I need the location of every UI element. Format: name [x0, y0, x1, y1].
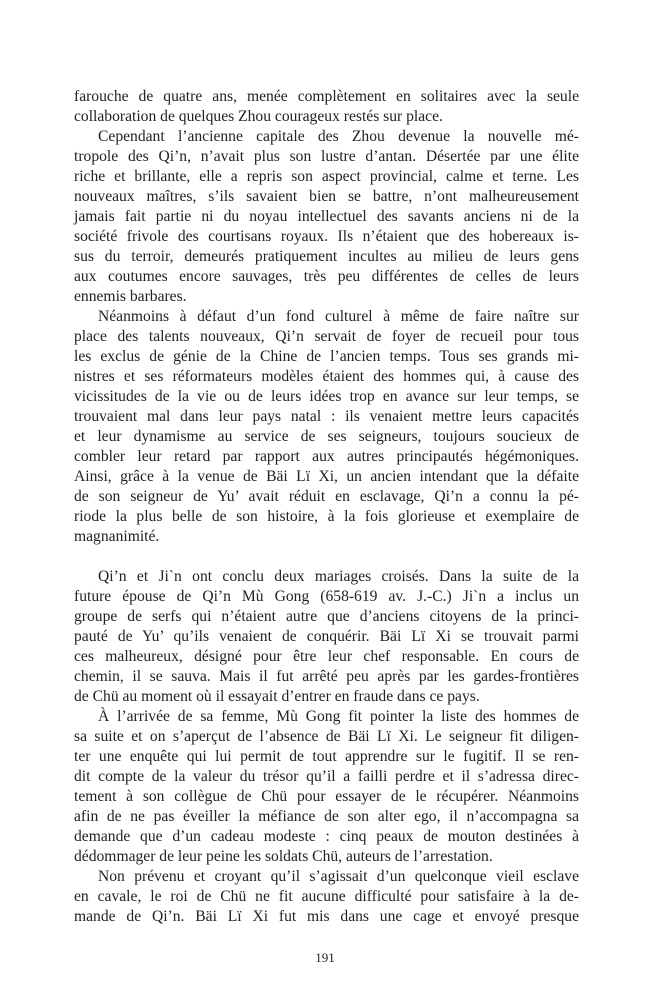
- text-line: les exclus de génie de la Chine de l’ancien temps. Tous ses grands mi-: [74, 348, 579, 365]
- page-body: [74, 87, 579, 927]
- text-line: magnanimité.: [74, 528, 160, 545]
- text-line: tement à son collègue de Chü pour essayer de le récupérer. Néanmoins: [74, 788, 579, 805]
- text-line: riode la plus belle de son histoire, à la fois glorieuse et exemplaire de: [74, 508, 579, 525]
- text-line: sa suite et on s’aperçut de l’absence de Bäi Lï Xi. Le seigneur fit diligen-: [74, 728, 579, 745]
- text-line: de Chü au moment où il essayait d’entrer en fraude dans ce pays.: [74, 688, 480, 705]
- text-line: pauté de Yu’ qu’ils venaient de conquérir. Bäi Lï Xi se trouvait parmi: [74, 628, 579, 645]
- text-line: place des talents nouveaux, Qi’n servait de foyer de recueil pour tous: [74, 328, 579, 345]
- text-line: société frivole des courtisans royaux. Ils n’étaient que des hobereaux is-: [74, 228, 579, 245]
- paragraph: [74, 127, 579, 307]
- text-line: tropole des Qi’n, n’avait plus son lustre d’antan. Désertée par une élite: [74, 148, 579, 165]
- text-line: afin de ne pas éveiller la méfiance de son alter ego, il n’accompagna sa: [74, 808, 579, 825]
- paragraph: [74, 567, 579, 707]
- text-line: riche et brillante, elle a repris son aspect provincial, calme et terne. Les: [74, 168, 579, 185]
- text-line: trouvaient mal dans leur pays natal : ils venaient mettre leurs capacités: [74, 408, 579, 425]
- text-line: ennemis barbares.: [74, 288, 187, 305]
- text-line: future épouse de Qi’n Mù Gong (658-619 av. J.-C.) Ji`n a inclus un: [74, 588, 579, 605]
- text-line: demande que d’un cadeau modeste : cinq peaux de mouton destinées à: [74, 828, 579, 845]
- paragraph: [74, 87, 579, 127]
- paragraph: [74, 307, 579, 547]
- text-line: ces malheureux, désigné pour être leur chef responsable. En cours de: [74, 648, 579, 665]
- text-line: groupe de serfs qui n’étaient autre que d’anciens citoyens de la princi-: [74, 608, 579, 625]
- paragraph: [74, 707, 579, 867]
- text-line: combler leur retard par rapport aux autres principautés hégémoniques.: [74, 448, 579, 465]
- text-line: et leur dynamisme au service de ses seigneurs, toujours soucieux de: [74, 428, 579, 445]
- text-line: nouveaux maîtres, s’ils savaient bien se battre, n’ont malheureusement: [74, 188, 579, 205]
- text-line: chemin, il se sauva. Mais il fut arrêté peu après par les gardes-frontières: [74, 668, 579, 685]
- text-line: Néanmoins à défaut d’un fond culturel à même de faire naître sur: [98, 308, 579, 325]
- text-line: de son seigneur de Yu’ avait réduit en esclavage, Qi’n a connu la pé-: [74, 488, 579, 505]
- text-line: Non prévenu et croyant qu’il s’agissait d’un quelconque vieil esclave: [98, 868, 579, 885]
- text-line: sus du terroir, demeurés pratiquement incultes au milieu de leurs gens: [74, 248, 579, 265]
- text-line: aux coutumes encore sauvages, très peu différentes de celles de leurs: [74, 268, 579, 285]
- text-line: collaboration de quelques Zhou courageux restés sur place.: [74, 108, 443, 125]
- text-line: farouche de quatre ans, menée complètement en solitaires avec la seule: [74, 88, 579, 105]
- text-line: ter une enquête qui lui permit de tout apprendre sur le fugitif. Il se ren-: [74, 748, 579, 765]
- paragraph-spacer: [74, 547, 579, 567]
- text-line: À l’arrivée de sa femme, Mù Gong fit pointer la liste des hommes de: [98, 708, 579, 725]
- text-line: Qi’n et Ji`n ont conclu deux mariages croisés. Dans la suite de la: [98, 568, 579, 585]
- text-line: en cavale, le roi de Chü ne fit aucune difficulté pour satisfaire à la de-: [74, 888, 579, 905]
- text-line: dédommager de leur peine les soldats Chü, auteurs de l’arrestation.: [74, 848, 493, 865]
- page-number: 191: [315, 950, 335, 965]
- text-line: jamais fait partie ni du noyau intellectuel des savants anciens ni de la: [74, 208, 579, 225]
- text-line: mande de Qi’n. Bäi Lï Xi fut mis dans une cage et envoyé presque: [74, 908, 579, 925]
- text-line: Cependant l’ancienne capitale des Zhou devenue la nouvelle mé-: [98, 128, 579, 145]
- text-line: nistres et ses réformateurs modèles étaient des hommes qui, à cause des: [74, 368, 579, 385]
- paragraph: [74, 867, 579, 927]
- text-line: Ainsi, grâce à la venue de Bäi Lï Xi, un ancien intendant que la défaite: [74, 468, 579, 485]
- text-line: dit compte de la valeur du trésor qu’il a failli perdre et il s’adressa direc-: [74, 768, 579, 785]
- text-line: vicissitudes de la vie ou de leurs idées trop en avance sur leur temps, se: [74, 388, 579, 405]
